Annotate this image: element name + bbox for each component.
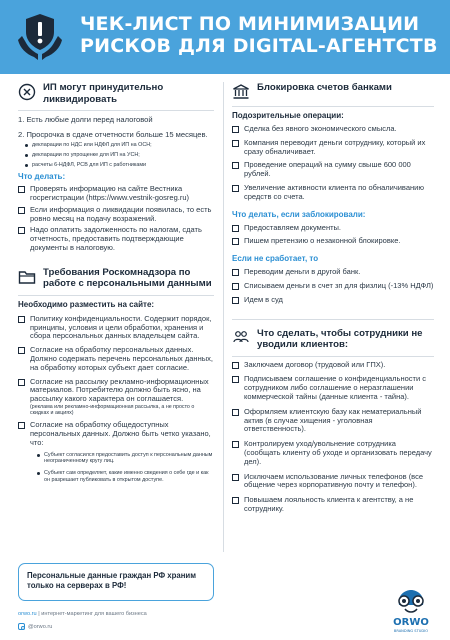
- people-icon: [232, 329, 250, 347]
- list-item: 2. Просрочка в сдаче отчетности больше 15 месяцев.: [18, 130, 208, 140]
- checklist-text: Согласие на рассылку рекламно-информационных материалов. Потребителю должно быть ясно, на рассылку какого характера он соглашается.: [30, 376, 209, 404]
- checklist-text: Проверять информацию на сайте Вестника госрегистрации (https://www.vestnik-gosreg.ru): [30, 184, 189, 202]
- site-link[interactable]: orwo.ru: [18, 611, 37, 617]
- checklist-text: Подписываем соглашение о конфиденциальности с сотрудником либо соглашение о неразглашении коммерческой тайны (данные клиента - тайна).: [244, 374, 426, 401]
- page-title: ЧЕК-ЛИСТ ПО МИНИМИЗАЦИИ РИСКОВ ДЛЯ DIGITAL-АГЕНТСТВ: [80, 13, 438, 57]
- tagline-text: интернет-маркетинг для вашего бизнеса: [41, 611, 147, 617]
- checklist-text: Переводим деньги в другой банк.: [244, 267, 361, 277]
- bullet-item: расчеты 6-НДФЛ, РСВ для ИП с работниками: [24, 162, 214, 169]
- footer-instagram: [18, 623, 52, 630]
- section-title: Что сделать, чтобы сотрудники не уводили клиентов:: [257, 327, 423, 351]
- section-title: Требования Роскомнадзора по работе с персональными данными: [43, 266, 212, 290]
- hands-shield-alert-icon: [16, 10, 64, 62]
- checklist-item[interactable]: [232, 224, 434, 233]
- checklist-text: Списываем деньги в счет зп для физлиц (-13% НДФЛ): [244, 280, 434, 290]
- checklist-text: Согласие на обработку персональных данных. Должно содержать перечень персональных данных, на обработку которых субъект дает согласие.: [30, 345, 213, 372]
- section-bank-header: [232, 82, 434, 101]
- checkbox[interactable]: [232, 474, 239, 481]
- folder-icon: [18, 268, 36, 286]
- instagram-handle[interactable]: @orwo.ru: [28, 623, 53, 630]
- divider: [18, 110, 214, 111]
- checklist-text: Если информация о ликвидации появилась, то есть ровно месяц на подачу возражений.: [30, 204, 212, 223]
- checklist-text: Предоставляем документы.: [244, 222, 342, 232]
- orwo-logo: [389, 587, 433, 635]
- list-item: 1. Есть любые долги перед налоговой: [18, 115, 153, 124]
- checklist-text: Пишем претензию о незаконной блокировке.: [244, 236, 401, 246]
- checklist-item[interactable]: [232, 361, 434, 370]
- bank-icon: [232, 83, 250, 101]
- checklist-text: Заключаем договор (трудовой или ГПХ).: [244, 359, 386, 369]
- checklist-item[interactable]: [232, 408, 434, 434]
- checkbox[interactable]: [18, 347, 25, 354]
- section-title: Блокировка счетов банками: [257, 82, 392, 93]
- divider: [18, 295, 214, 296]
- checklist-item[interactable]: [232, 184, 434, 202]
- checkbox[interactable]: [18, 207, 25, 214]
- checklist-item[interactable]: [232, 237, 434, 246]
- checklist-item[interactable]: [232, 296, 434, 305]
- checklist-text: Исключаем использование личных телефонов (все общение через корпоративную почту и телефон).: [244, 471, 424, 490]
- checkbox[interactable]: [232, 162, 239, 169]
- checklist-item[interactable]: [18, 421, 214, 447]
- subheading: Что делать, если заблокировали:: [232, 209, 366, 219]
- checkbox[interactable]: [232, 297, 239, 304]
- checklist-text: Согласие на обработку общедоступных персональных данных. Должно быть четко указано, что:: [30, 420, 211, 447]
- subheading: Необходимо разместить на сайте:: [18, 299, 155, 309]
- subheading: Что делать:: [18, 172, 66, 182]
- checkbox[interactable]: [18, 422, 25, 429]
- column-divider: [223, 82, 224, 552]
- divider: [232, 356, 434, 357]
- checkbox[interactable]: [232, 140, 239, 147]
- checkbox[interactable]: [232, 409, 239, 416]
- bullet-item: декларации по упрощенке для ИП на УСН;: [24, 152, 214, 159]
- subheading: Подозрительные операции:: [232, 111, 344, 120]
- checklist-text: Оформляем клиентскую базу как нематериальный актив (в случае хищения - уголовная ответственность).: [244, 406, 422, 434]
- checklist-item[interactable]: [232, 496, 434, 514]
- checklist-note: (реклама или рекламно-информационная рассылка, а не просто о скидках и акциях): [30, 403, 195, 417]
- instagram-icon: [18, 623, 25, 630]
- section-rkn-header: [18, 267, 214, 290]
- checkbox[interactable]: [18, 186, 25, 193]
- checklist-item[interactable]: [232, 375, 434, 401]
- checklist-text: Проведение операций на сумму свыше 600 000 рублей.: [244, 160, 411, 179]
- header-banner: [0, 0, 450, 74]
- checklist-item[interactable]: [18, 346, 214, 372]
- checkbox[interactable]: [232, 441, 239, 448]
- checkbox[interactable]: [232, 225, 239, 232]
- footer-tagline: [18, 611, 147, 617]
- checkbox[interactable]: [232, 283, 239, 290]
- checklist-item[interactable]: [18, 315, 214, 341]
- checklist-item[interactable]: [18, 185, 214, 203]
- checkbox[interactable]: [232, 362, 239, 369]
- x-circle-icon: [18, 83, 36, 101]
- checklist-item[interactable]: [18, 206, 214, 224]
- checklist-item[interactable]: [232, 139, 434, 157]
- checklist-text: Контролируем уход/увольнение сотрудника (сообщать клиенту об уходе и организовать передачу дел).: [244, 439, 432, 466]
- checkbox[interactable]: [18, 379, 25, 386]
- checklist-text: Повышаем лояльность клиента к агентству, а не сотруднику.: [244, 495, 414, 513]
- bullet-item: декларации по НДС или НДФЛ для ИП на ОСН;: [24, 142, 214, 149]
- section-employees-header: [232, 328, 434, 351]
- notice-box: Персональные данные граждан РФ храним только на серверах в РФ!: [18, 563, 214, 601]
- bullet-item: Субъект согласился предоставить доступ к персональным данным неограниченному кругу лиц.: [36, 452, 214, 465]
- checkbox[interactable]: [232, 497, 239, 504]
- checklist-item[interactable]: [18, 226, 214, 252]
- checklist-item[interactable]: [232, 473, 434, 491]
- checklist-text: Сделка без явного экономического смысла.: [244, 124, 397, 133]
- checkbox[interactable]: [232, 238, 239, 245]
- section-liquidation-header: [18, 82, 214, 105]
- divider: [232, 106, 434, 107]
- checkbox[interactable]: [232, 126, 239, 133]
- checklist-item[interactable]: [232, 268, 434, 277]
- checklist-text: Компания переводит деньги сотруднику, который их сразу обналичивает.: [244, 137, 426, 156]
- checkbox[interactable]: [232, 185, 239, 192]
- checklist-text: Политику конфиденциальности. Содержит порядок, принципы, условия и цели обработки, хранения и сбора персональных данных владельцем сайта.: [30, 313, 212, 341]
- checkbox[interactable]: [232, 376, 239, 383]
- checkbox[interactable]: [18, 316, 25, 323]
- left-column: [18, 82, 214, 486]
- checklist-item[interactable]: [232, 282, 434, 291]
- logo-subtext: BRANDING STUDIO: [393, 629, 429, 633]
- checklist-item[interactable]: [232, 125, 434, 134]
- checklist-item[interactable]: [18, 378, 214, 417]
- section-title: ИП могут принудительно ликвидировать: [43, 82, 164, 105]
- logo-wordmark: ORWO: [393, 617, 429, 628]
- checkbox[interactable]: [18, 227, 25, 234]
- checklist-item[interactable]: [232, 161, 434, 179]
- subheading: Если не сработает, то: [232, 254, 319, 264]
- bullet-item: Субъект сам определяет, какие именно сведения о себе где и как он разрешает публиковать в открытом доступе.: [36, 470, 214, 483]
- checklist-text: Увеличение активности клиента по обналичиванию средств со счета.: [244, 182, 424, 201]
- checklist-text: Надо оплатить задолженность по налогам, сдать отчетность, предоставить подтверждающие документы в налоговую.: [30, 225, 202, 252]
- checkbox[interactable]: [232, 269, 239, 276]
- divider: [232, 319, 434, 320]
- checklist-item[interactable]: [232, 440, 434, 466]
- footer-separator: |: [38, 611, 42, 617]
- right-column: [232, 82, 434, 514]
- checklist-text: Идем в суд: [244, 294, 283, 304]
- bullet-list: [24, 142, 214, 168]
- bullet-list: [36, 452, 214, 483]
